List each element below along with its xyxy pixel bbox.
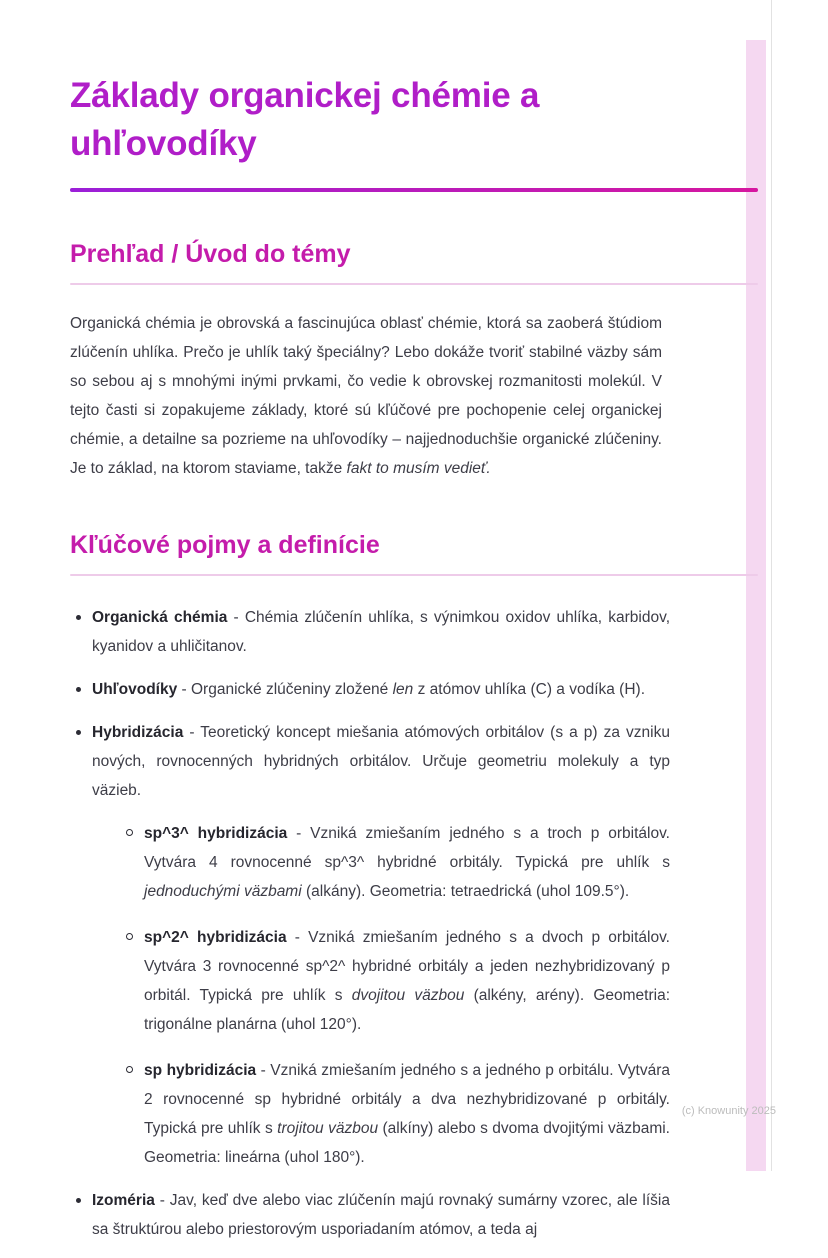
definition-italic: trojitou väzbou — [277, 1120, 379, 1137]
list-item-organicka-chemia — [70, 603, 670, 661]
hybridization-sublist — [122, 819, 670, 1172]
title-divider — [70, 188, 758, 192]
overview-paragraph-italic: fakt to musím vedieť. — [346, 460, 491, 477]
sublist-item-sp3 — [122, 819, 670, 906]
concepts-list — [70, 603, 670, 1244]
page-title: Základy organickej chémie a uhľovodíky — [70, 76, 540, 163]
overview-divider — [70, 283, 758, 285]
definition-italic: dvojitou väzbou — [351, 987, 465, 1004]
term-separator: - — [287, 825, 311, 842]
sublist-item-sp — [122, 1056, 670, 1172]
definition-text: Vzniká zmiešaním jedného s a troch p orbitálov. Vytvára 4 rovnocenné sp^3^ hybridné orbitály. Typická pre uhlík s — [144, 825, 670, 871]
definition-text: (alkíny) alebo s dvoma dvojitými väzbami. Geometria: lineárna (uhol 180°). — [144, 1120, 670, 1166]
definition-text: Chémia zlúčenín uhlíka, s výnimkou oxidov uhlíka, karbidov, kyanidov a uhličitanov. — [92, 609, 670, 655]
term-separator: - — [286, 929, 309, 946]
overview-paragraph-text: Organická chémia je obrovská a fascinujúca oblasť chémie, ktorá sa zaoberá štúdiom zlúčenín uhlíka. Prečo je uhlík taký špeciálny? Lebo dokáže tvoriť stabilné väzby sám so sebou aj s mnohými inými prvkami, čo vedie k obrovskej rozmanitosti molekúl. V tejto časti si zopakujeme základy, ktoré sú kľúčové pre pochopenie celej organickej chémie, a detailne sa pozrieme na uhľovodíky – najjednoduchšie organické zlúčeniny. Je to základ, na ktorom staviame, takže — [70, 315, 662, 477]
definition-text: Jav, keď dve alebo viac zlúčenín majú rovnaký sumárny vzorec, ale líšia sa štruktúrou alebo priestorovým usporiadaním atómov, a teda aj — [92, 1192, 670, 1238]
section-heading-overview: Prehľad / Úvod do témy — [70, 240, 351, 268]
list-item-hybridizacia — [70, 718, 670, 1172]
definition-text: (alkány). Geometria: tetraedrická (uhol 109.5°). — [301, 883, 630, 900]
definition-italic: len — [392, 681, 414, 698]
definition-italic: jednoduchými väzbami — [144, 883, 302, 900]
sublist-item-sp2 — [122, 923, 670, 1039]
definition-text: z atómov uhlíka (C) a vodíka (H). — [413, 681, 646, 698]
definition-text: Vzniká zmiešaním jedného s a dvoch p orbitálov. Vytvára 3 rovnocenné sp^2^ hybridné orbitály a jeden nezhybridizovaný p orbitál. Typická pre uhlík s — [144, 929, 670, 1004]
term-label: Organická chémia — [92, 609, 228, 626]
definition-text: Organické zlúčeniny zložené — [191, 681, 393, 698]
term-label: sp hybridizácia — [144, 1062, 257, 1079]
term-separator: - — [177, 681, 191, 698]
overview-paragraph — [70, 309, 662, 483]
definition-text: Vzniká zmiešaním jedného s a jedného p orbitálu. Vytvára 2 rovnocenné sp hybridné orbitály a dva nezhybridizované p orbitály. Typická pre uhlík s — [144, 1062, 670, 1137]
definition-text: (alkény, arény). Geometria: trigonálne planárna (uhol 120°). — [144, 987, 671, 1033]
list-item-uhlovodiky — [70, 675, 670, 704]
section-heading-concepts: Kľúčové pojmy a definície — [70, 531, 380, 559]
term-separator: - — [154, 1192, 170, 1209]
copyright-footer: (c) Knowunity 2025 — [681, 1105, 776, 1117]
term-label: sp^3^ hybridizácia — [144, 825, 288, 842]
page-content — [70, 72, 758, 1258]
term-separator: - — [256, 1062, 271, 1079]
term-separator: - — [183, 724, 201, 741]
term-label: sp^2^ hybridizácia — [144, 929, 287, 946]
list-item-izomeria — [70, 1186, 670, 1244]
term-separator: - — [227, 609, 245, 626]
term-label: Izoméria — [92, 1192, 155, 1209]
concepts-divider — [70, 574, 758, 576]
definition-text: Teoretický koncept miešania atómových orbitálov (s a p) za vzniku nových, rovnocenných hybridných orbitálov. Určuje geometriu molekuly a typ väzieb. — [92, 724, 670, 799]
page-edge-line — [771, 0, 772, 1171]
term-label: Hybridizácia — [92, 724, 184, 741]
term-label: Uhľovodíky — [92, 681, 178, 698]
